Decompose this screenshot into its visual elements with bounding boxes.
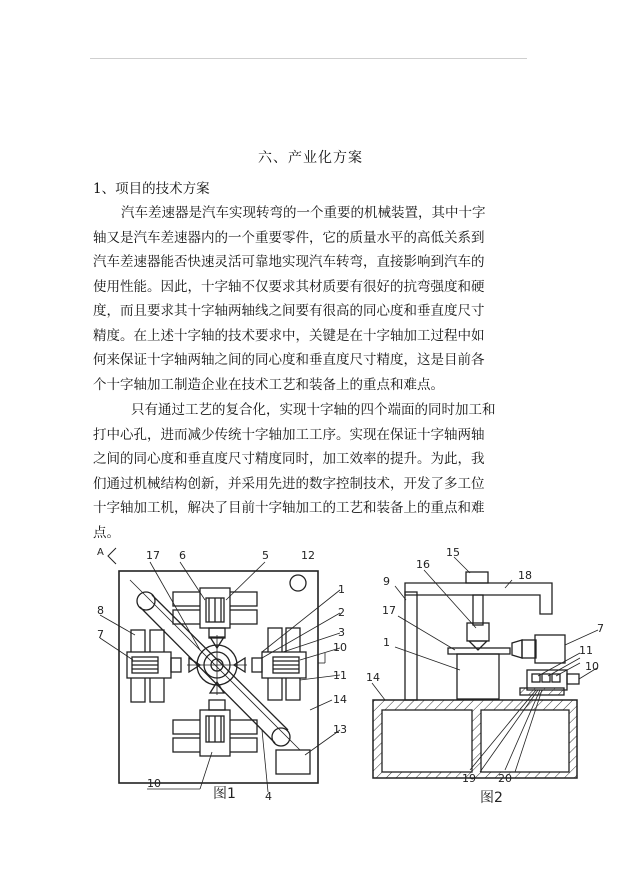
figure-2-caption: 图2	[480, 790, 503, 806]
paragraph-line: 十字轴加工机，解决了目前十字轴加工的工艺和装备上的重点和难	[93, 500, 485, 516]
figures	[0, 540, 621, 877]
fig1-label: 11	[333, 669, 347, 682]
subheading: 1、项目的技术方案	[93, 181, 210, 197]
fig1-label: 5	[262, 549, 269, 562]
fig1-label: 8	[97, 604, 104, 617]
fig1-label: 17	[146, 549, 160, 562]
paragraph-line: 汽车差速器能否快速灵活可靠地实现汽车转弯，直接影响到汽车的	[93, 254, 485, 270]
side-motor	[535, 635, 565, 663]
paragraph-line: 点。	[93, 524, 120, 541]
fig2-label: 15	[446, 546, 460, 559]
paragraph-line: 精度。在上述十字轴的技术要求中，关键是在十字轴加工过程中如	[93, 327, 485, 344]
paragraph-line: 之间的同心度和垂直度尺寸精度同时，加工效率的提升。为此，我	[93, 451, 485, 467]
figure-2-drawing	[366, 546, 604, 806]
fig2-label: 18	[518, 569, 532, 582]
fig2-label: 19	[462, 772, 476, 785]
fig1-label: 10	[147, 777, 161, 790]
paragraph-line: 们通过机械结构创新，并采用先进的数字控制技术，开发了多工位	[93, 475, 485, 492]
slide-block	[457, 654, 499, 699]
top-drill-unit	[173, 588, 257, 638]
bottom-drill-unit	[173, 700, 257, 756]
fig2-label: 9	[383, 575, 390, 588]
fig1-label: 14	[333, 693, 347, 706]
fig1-label: 10	[333, 641, 347, 654]
paragraph-line: 使用性能。因此，十字轴不仅要求其材质要有很好的抗弯强度和硬	[93, 278, 485, 295]
paragraph-line: 轴又是汽车差速器内的一个重要零件，它的质量水平的高低关系到	[93, 229, 485, 246]
section-title: 六、产业化方案	[258, 150, 363, 166]
paragraph-line: 打中心孔，进而减少传统十字轴加工工序。实现在保证十字轴两轴	[93, 426, 485, 443]
fig1-label: 2	[338, 606, 345, 619]
mount-hole	[290, 575, 306, 591]
fig1-label: 4	[265, 790, 272, 803]
column	[405, 592, 417, 700]
fig2-label: 20	[498, 772, 512, 785]
fig1-label: 7	[97, 628, 104, 641]
fig1-label: 6	[179, 549, 186, 562]
fig2-label: 1	[383, 636, 390, 649]
paragraph-line: 只有通过工艺的复合化，实现十字轴的四个端面的同时加工和	[131, 402, 496, 418]
plate-notch	[276, 750, 310, 774]
fig2-label: 11	[579, 644, 593, 657]
paragraph-line: 何来保证十字轴两轴之间的同心度和垂直度尺寸精度，这是目前各	[93, 352, 485, 368]
fig2-label: 10	[585, 660, 599, 673]
paragraph-line: 汽车差速器是汽车实现转弯的一个重要的机械装置，其中十字	[121, 205, 486, 221]
paragraph-2	[93, 398, 528, 545]
paragraph-line: 个十字轴加工制造企业在技术工艺和装备上的重点和难点。	[93, 376, 444, 393]
fig1-label: 13	[333, 723, 347, 736]
fig2-label: 14	[366, 671, 380, 684]
fig1-label: 3	[338, 626, 345, 639]
fig2-label: 16	[416, 558, 430, 571]
fig2-label: 7	[597, 622, 604, 635]
paragraph-1	[93, 201, 528, 397]
fig1-label: 1	[338, 583, 345, 596]
paragraph-line: 度，而且要求其十字轴两轴线之间要有很高的同心度和垂直度尺寸	[93, 303, 485, 319]
top-motor	[466, 572, 488, 583]
fig1-label: 12	[301, 549, 315, 562]
top-beam	[405, 583, 552, 614]
fig2-label: 17	[382, 604, 396, 617]
spindle-head	[467, 623, 489, 641]
figure-1-caption: 图1	[213, 786, 236, 802]
header-rule	[90, 58, 527, 59]
view-marker: A	[97, 547, 104, 558]
figure-1-drawing	[97, 547, 347, 803]
